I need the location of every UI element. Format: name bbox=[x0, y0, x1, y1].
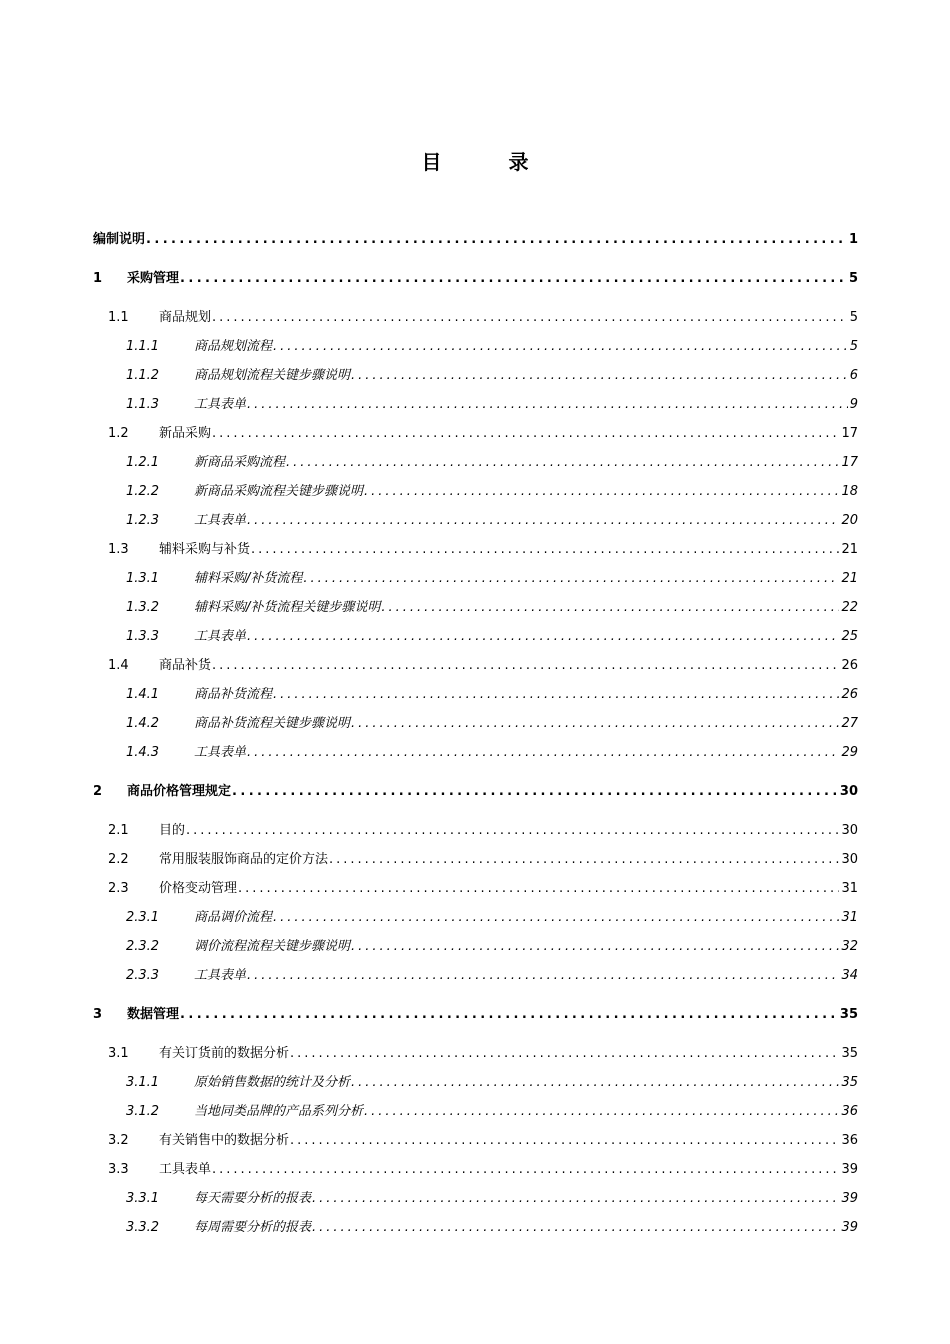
toc-entry-title: 辅料采购/补货流程 bbox=[194, 571, 303, 586]
toc-entry-page-number: 36 bbox=[841, 1104, 858, 1119]
toc-entry-number: 2 bbox=[93, 784, 103, 799]
toc-entry-page-number: 29 bbox=[841, 745, 858, 760]
toc-entry-level-3[interactable] bbox=[0, 908, 950, 928]
toc-entry-title: 工具表单 bbox=[159, 1162, 212, 1177]
toc-entry-page-number: 1 bbox=[848, 232, 858, 247]
toc-entry-level-3[interactable] bbox=[0, 685, 950, 705]
toc-entry-level-3[interactable] bbox=[0, 966, 950, 986]
toc-entry-title: 辅料采购与补货 bbox=[159, 542, 251, 557]
toc-entry-number: 1.4.1 bbox=[126, 687, 160, 702]
toc-entry-number: 1.3.3 bbox=[126, 629, 160, 644]
toc-dot-leader bbox=[351, 714, 839, 734]
toc-entry-number: 2.3.2 bbox=[126, 939, 160, 954]
toc-entry-number: 1.4.2 bbox=[126, 716, 160, 731]
toc-entry-page-number: 30 bbox=[841, 823, 858, 838]
toc-dot-leader bbox=[290, 1044, 839, 1064]
toc-dot-leader bbox=[286, 453, 839, 473]
toc-dot-leader bbox=[312, 1218, 839, 1238]
toc-dot-leader bbox=[247, 966, 839, 986]
toc-entry-number: 1.2.1 bbox=[126, 455, 160, 470]
toc-entry-page-number: 9 bbox=[849, 397, 858, 412]
toc-entry-number: 1.3.2 bbox=[126, 600, 160, 615]
toc-entry-page-number: 20 bbox=[841, 513, 858, 528]
toc-entry-level-2[interactable] bbox=[0, 1131, 950, 1151]
toc-entry-level-2[interactable] bbox=[0, 656, 950, 676]
toc-dot-leader bbox=[212, 1160, 839, 1180]
toc-dot-leader bbox=[273, 908, 839, 928]
toc-entry-title: 目的 bbox=[159, 823, 186, 838]
toc-dot-leader bbox=[290, 1131, 839, 1151]
toc-entry-level-1[interactable] bbox=[0, 782, 950, 802]
toc-entry-page-number: 26 bbox=[841, 687, 858, 702]
toc-entry-level-3[interactable] bbox=[0, 1073, 950, 1093]
toc-entry-title: 商品补货 bbox=[159, 658, 212, 673]
toc-entry-title: 辅料采购/补货流程关键步骤说明 bbox=[194, 600, 381, 615]
toc-entry-number: 3.1.2 bbox=[126, 1104, 160, 1119]
toc-entry-page-number: 39 bbox=[841, 1220, 858, 1235]
toc-entry-page-number: 6 bbox=[849, 368, 858, 383]
toc-entry-page-number: 25 bbox=[841, 629, 858, 644]
toc-entry-page-number: 30 bbox=[839, 784, 858, 799]
toc-entry-level-3[interactable] bbox=[0, 366, 950, 386]
toc-entry-title: 有关销售中的数据分析 bbox=[159, 1133, 290, 1148]
toc-entry-page-number: 5 bbox=[849, 339, 858, 354]
toc-entry-level-3[interactable] bbox=[0, 743, 950, 763]
toc-entry-page-number: 21 bbox=[841, 571, 858, 586]
toc-entry-number: 3.1.1 bbox=[126, 1075, 160, 1090]
toc-dot-leader bbox=[238, 879, 839, 899]
toc-entry-level-3[interactable] bbox=[0, 1102, 950, 1122]
toc-entry-title: 商品补货流程 bbox=[194, 687, 273, 702]
toc-dot-leader bbox=[247, 395, 848, 415]
toc-entry-title: 采购管理 bbox=[127, 271, 180, 286]
toc-entry-page-number: 35 bbox=[841, 1075, 858, 1090]
toc-entry-title: 价格变动管理 bbox=[159, 881, 238, 896]
toc-entry-number: 1.3 bbox=[108, 542, 129, 557]
toc-dot-leader bbox=[351, 366, 848, 386]
toc-entry-number: 3.2 bbox=[108, 1133, 129, 1148]
toc-entry-level-3[interactable] bbox=[0, 1189, 950, 1209]
toc-entry-page-number: 5 bbox=[848, 271, 858, 286]
toc-dot-leader bbox=[212, 656, 839, 676]
toc-entry-number: 3.3 bbox=[108, 1162, 129, 1177]
toc-dot-leader bbox=[232, 782, 838, 802]
toc-dot-leader bbox=[329, 850, 839, 870]
toc-entry-number: 3.3.2 bbox=[126, 1220, 160, 1235]
toc-entry-page-number: 36 bbox=[841, 1133, 858, 1148]
toc-entry-level-3[interactable] bbox=[0, 714, 950, 734]
toc-entry-page-number: 22 bbox=[841, 600, 858, 615]
toc-dot-leader bbox=[273, 337, 848, 357]
toc-dot-leader bbox=[312, 1189, 839, 1209]
toc-entry-number: 1.4.3 bbox=[126, 745, 160, 760]
toc-entry-page-number: 18 bbox=[841, 484, 858, 499]
toc-entry-number: 2.2 bbox=[108, 852, 129, 867]
toc-entry-level-3[interactable] bbox=[0, 569, 950, 589]
toc-dot-leader bbox=[351, 1073, 839, 1093]
toc-dot-leader bbox=[247, 511, 839, 531]
toc-entry-title: 当地同类品牌的产品系列分析 bbox=[194, 1104, 364, 1119]
toc-entry-title: 常用服装服饰商品的定价方法 bbox=[159, 852, 329, 867]
toc-entry-title: 原始销售数据的统计及分析 bbox=[194, 1075, 351, 1090]
toc-entry-level-2[interactable] bbox=[0, 879, 950, 899]
toc-dot-leader bbox=[247, 743, 839, 763]
toc-entry-level-1[interactable] bbox=[0, 1005, 950, 1025]
toc-entry-number: 2.3.1 bbox=[126, 910, 160, 925]
toc-entry-level-3[interactable] bbox=[0, 937, 950, 957]
toc-entry-number: 1.1.2 bbox=[126, 368, 160, 383]
toc-entry-level-1[interactable] bbox=[0, 230, 950, 250]
toc-entry-title: 商品调价流程 bbox=[194, 910, 273, 925]
toc-entry-title: 工具表单 bbox=[194, 968, 247, 983]
toc-entry-page-number: 32 bbox=[841, 939, 858, 954]
toc-entry-number: 2.3.3 bbox=[126, 968, 160, 983]
toc-entry-title: 商品价格管理规定 bbox=[127, 784, 232, 799]
toc-entry-level-1[interactable] bbox=[0, 269, 950, 289]
toc-entry-page-number: 27 bbox=[841, 716, 858, 731]
toc-entry-number: 2.1 bbox=[108, 823, 129, 838]
toc-entry-page-number: 39 bbox=[841, 1191, 858, 1206]
toc-entry-number: 1.4 bbox=[108, 658, 129, 673]
toc-dot-leader bbox=[180, 1005, 838, 1025]
toc-entry-title: 每天需要分析的报表 bbox=[194, 1191, 312, 1206]
toc-entry-title: 工具表单 bbox=[194, 397, 247, 412]
toc-entry-page-number: 5 bbox=[849, 310, 858, 325]
toc-entry-number: 1.1.3 bbox=[126, 397, 160, 412]
toc-dot-leader bbox=[351, 937, 839, 957]
toc-dot-leader bbox=[273, 685, 839, 705]
toc-entry-page-number: 34 bbox=[841, 968, 858, 983]
toc-entry-level-3[interactable] bbox=[0, 627, 950, 647]
toc-entry-title: 编制说明 bbox=[93, 232, 146, 247]
toc-dot-leader bbox=[364, 482, 839, 502]
toc-entry-level-3[interactable] bbox=[0, 598, 950, 618]
toc-entry-title: 新商品采购流程关键步骤说明 bbox=[194, 484, 364, 499]
toc-entry-title: 有关订货前的数据分析 bbox=[159, 1046, 290, 1061]
toc-entry-number: 3 bbox=[93, 1007, 103, 1022]
toc-entry-number: 1.1.1 bbox=[126, 339, 160, 354]
toc-entry-page-number: 39 bbox=[841, 1162, 858, 1177]
toc-dot-leader bbox=[212, 424, 839, 444]
toc-dot-leader bbox=[381, 598, 839, 618]
toc-entry-number: 1.2 bbox=[108, 426, 129, 441]
toc-dot-leader bbox=[251, 540, 839, 560]
toc-entry-level-2[interactable] bbox=[0, 821, 950, 841]
toc-entry-level-3[interactable] bbox=[0, 511, 950, 531]
toc-entry-title: 商品规划流程 bbox=[194, 339, 273, 354]
toc-entry-level-2[interactable] bbox=[0, 424, 950, 444]
toc-entry-title: 新品采购 bbox=[159, 426, 212, 441]
toc-entry-number: 3.1 bbox=[108, 1046, 129, 1061]
toc-entry-page-number: 21 bbox=[841, 542, 858, 557]
toc-entry-level-3[interactable] bbox=[0, 1218, 950, 1238]
toc-entry-title: 工具表单 bbox=[194, 745, 247, 760]
toc-dot-leader bbox=[180, 269, 847, 289]
toc-dot-leader bbox=[212, 308, 848, 328]
toc-dot-leader bbox=[146, 230, 847, 250]
toc-entry-page-number: 35 bbox=[841, 1046, 858, 1061]
toc-entry-title: 商品规划 bbox=[159, 310, 212, 325]
toc-entry-title: 调价流程流程关键步骤说明 bbox=[194, 939, 351, 954]
toc-entry-level-3[interactable] bbox=[0, 337, 950, 357]
toc-entry-title: 新商品采购流程 bbox=[194, 455, 286, 470]
toc-entry-page-number: 31 bbox=[841, 910, 858, 925]
toc-entry-level-2[interactable] bbox=[0, 540, 950, 560]
toc-entry-number: 2.3 bbox=[108, 881, 129, 896]
page-title: 目 录 bbox=[421, 150, 559, 174]
toc-entry-number: 1.1 bbox=[108, 310, 129, 325]
toc-entry-level-3[interactable] bbox=[0, 395, 950, 415]
toc-entry-number: 1.2.3 bbox=[126, 513, 160, 528]
toc-dot-leader bbox=[364, 1102, 839, 1122]
toc-entry-level-3[interactable] bbox=[0, 453, 950, 473]
toc-entry-page-number: 17 bbox=[841, 455, 858, 470]
toc-entry-number: 1 bbox=[93, 271, 103, 286]
toc-entry-page-number: 17 bbox=[841, 426, 858, 441]
toc-entry-page-number: 30 bbox=[841, 852, 858, 867]
toc-entry-level-2[interactable] bbox=[0, 1044, 950, 1064]
toc-entry-title: 工具表单 bbox=[194, 513, 247, 528]
toc-dot-leader bbox=[186, 821, 839, 841]
toc-entry-page-number: 31 bbox=[841, 881, 858, 896]
toc-entry-level-2[interactable] bbox=[0, 1160, 950, 1180]
toc-entry-title: 商品规划流程关键步骤说明 bbox=[194, 368, 351, 383]
toc-entry-level-2[interactable] bbox=[0, 850, 950, 870]
toc-entry-title: 商品补货流程关键步骤说明 bbox=[194, 716, 351, 731]
toc-dot-leader bbox=[303, 569, 839, 589]
toc-entry-level-3[interactable] bbox=[0, 482, 950, 502]
toc-entry-level-2[interactable] bbox=[0, 308, 950, 328]
toc-entry-page-number: 26 bbox=[841, 658, 858, 673]
toc-entry-page-number: 35 bbox=[839, 1007, 858, 1022]
toc-entry-number: 1.3.1 bbox=[126, 571, 160, 586]
toc-entry-title: 数据管理 bbox=[127, 1007, 180, 1022]
toc-entry-number: 1.2.2 bbox=[126, 484, 160, 499]
toc-entry-number: 3.3.1 bbox=[126, 1191, 160, 1206]
toc-dot-leader bbox=[247, 627, 839, 647]
toc-entry-title: 每周需要分析的报表 bbox=[194, 1220, 312, 1235]
toc-entry-title: 工具表单 bbox=[194, 629, 247, 644]
